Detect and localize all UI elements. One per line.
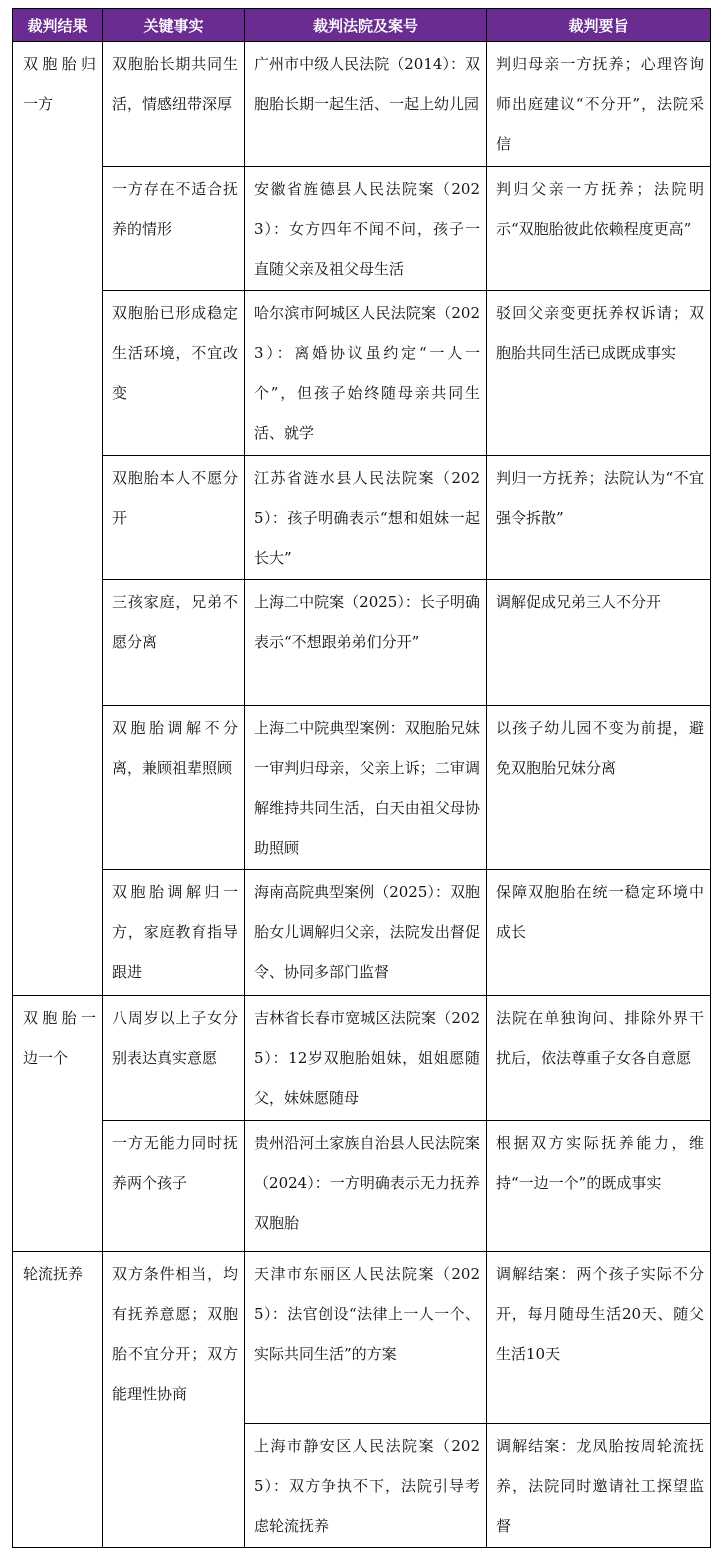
table-row: [13, 1251, 711, 1423]
table-row: [13, 291, 711, 456]
court-cell: 贵州沿河土家族自治县人民法院案（2024）：一方明确表示无力抚养双胞胎: [245, 1120, 487, 1251]
gist-cell: 调解促成兄弟三人不分开: [487, 580, 711, 705]
judgment-summary-table: [12, 8, 711, 1548]
header-result: 裁判结果: [13, 9, 103, 42]
fact-cell: 双胞胎本人不愿分开: [103, 456, 245, 580]
gist-cell: 驳回父亲变更抚养权诉请；双胞胎共同生活已成既成事实: [487, 291, 711, 456]
fact-cell: 双胞胎调解归一方，家庭教育指导跟进: [103, 870, 245, 996]
gist-cell: 法院在单独询问、排除外界干扰后，依法尊重子女各自意愿: [487, 996, 711, 1120]
table-row: [13, 42, 711, 167]
fact-cell: 双胞胎调解不分离，兼顾祖辈照顾: [103, 705, 245, 870]
result-cell: 轮流抚养: [13, 1251, 103, 1547]
fact-cell: 八周岁以上子女分别表达真实意愿: [103, 996, 245, 1120]
gist-cell: 保障双胞胎在统一稳定环境中成长: [487, 870, 711, 996]
table-row: [13, 580, 711, 705]
court-cell: 哈尔滨市阿城区人民法院案（2023）：离婚协议虽约定“一人一个”，但孩子始终随母亲共同生活、就学: [245, 291, 487, 456]
court-cell: 江苏省涟水县人民法院案（2025）：孩子明确表示“想和姐妹一起长大”: [245, 456, 487, 580]
fact-cell: 双胞胎已形成稳定生活环境，不宜改变: [103, 291, 245, 456]
header-court-case: 裁判法院及案号: [245, 9, 487, 42]
court-cell: 上海二中院典型案例：双胞胎兄妹一审判归母亲，父亲上诉；二审调解维持共同生活，白天由祖父母协助照顾: [245, 705, 487, 870]
table-row: [13, 1120, 711, 1251]
gist-cell: 判归父亲一方抚养；法院明示“双胞胎彼此依赖程度更高”: [487, 167, 711, 291]
table-row: [13, 996, 711, 1120]
court-cell: 上海二中院案（2025）：长子明确表示“不想跟弟弟们分开”: [245, 580, 487, 705]
gist-cell: 判归一方抚养；法院认为“不宜强令拆散”: [487, 456, 711, 580]
fact-cell: 三孩家庭，兄弟不愿分离: [103, 580, 245, 705]
court-cell: 广州市中级人民法院（2014）：双胞胎长期一起生活、一起上幼儿园: [245, 42, 487, 167]
gist-cell: 以孩子幼儿园不变为前提，避免双胞胎兄妹分离: [487, 705, 711, 870]
fact-cell: 一方存在不适合抚养的情形: [103, 167, 245, 291]
court-cell: 天津市东丽区人民法院案（2025）：法官创设“法律上一人一个、实际共同生活”的方案: [245, 1251, 487, 1423]
fact-cell: 双胞胎长期共同生活，情感纽带深厚: [103, 42, 245, 167]
gist-cell: 根据双方实际抚养能力，维持“一边一个”的既成事实: [487, 1120, 711, 1251]
gist-cell: 判归母亲一方抚养；心理咨询师出庭建议“不分开”，法院采信: [487, 42, 711, 167]
result-cell: 双胞胎归一方: [13, 42, 103, 996]
court-cell: 上海市静安区人民法院案（2025）：双方争执不下，法院引导考虑轮流抚养: [245, 1423, 487, 1547]
result-cell: 双胞胎一边一个: [13, 996, 103, 1252]
court-cell: 安徽省旌德县人民法院案（2023）：女方四年不闻不问，孩子一直随父亲及祖父母生活: [245, 167, 487, 291]
table-row: [13, 870, 711, 996]
fact-cell: 双方条件相当，均有抚养意愿；双胞胎不宜分开；双方能理性协商: [103, 1251, 245, 1547]
table-row: [13, 705, 711, 870]
table-row: [13, 456, 711, 580]
header-key-facts: 关键事实: [103, 9, 245, 42]
fact-cell: 一方无能力同时抚养两个孩子: [103, 1120, 245, 1251]
court-cell: 海南高院典型案例（2025）：双胞胎女儿调解归父亲，法院发出督促令、协同多部门监督: [245, 870, 487, 996]
header-gist: 裁判要旨: [487, 9, 711, 42]
table-header-row: [13, 9, 711, 42]
gist-cell: 调解结案：两个孩子实际不分开，每月随母生活20天、随父生活10天: [487, 1251, 711, 1423]
gist-cell: 调解结案：龙凤胎按周轮流抚养，法院同时邀请社工探望监督: [487, 1423, 711, 1547]
table-row: [13, 167, 711, 291]
court-cell: 吉林省长春市宽城区法院案（2025）：12岁双胞胎姐妹，姐姐愿随父，妹妹愿随母: [245, 996, 487, 1120]
